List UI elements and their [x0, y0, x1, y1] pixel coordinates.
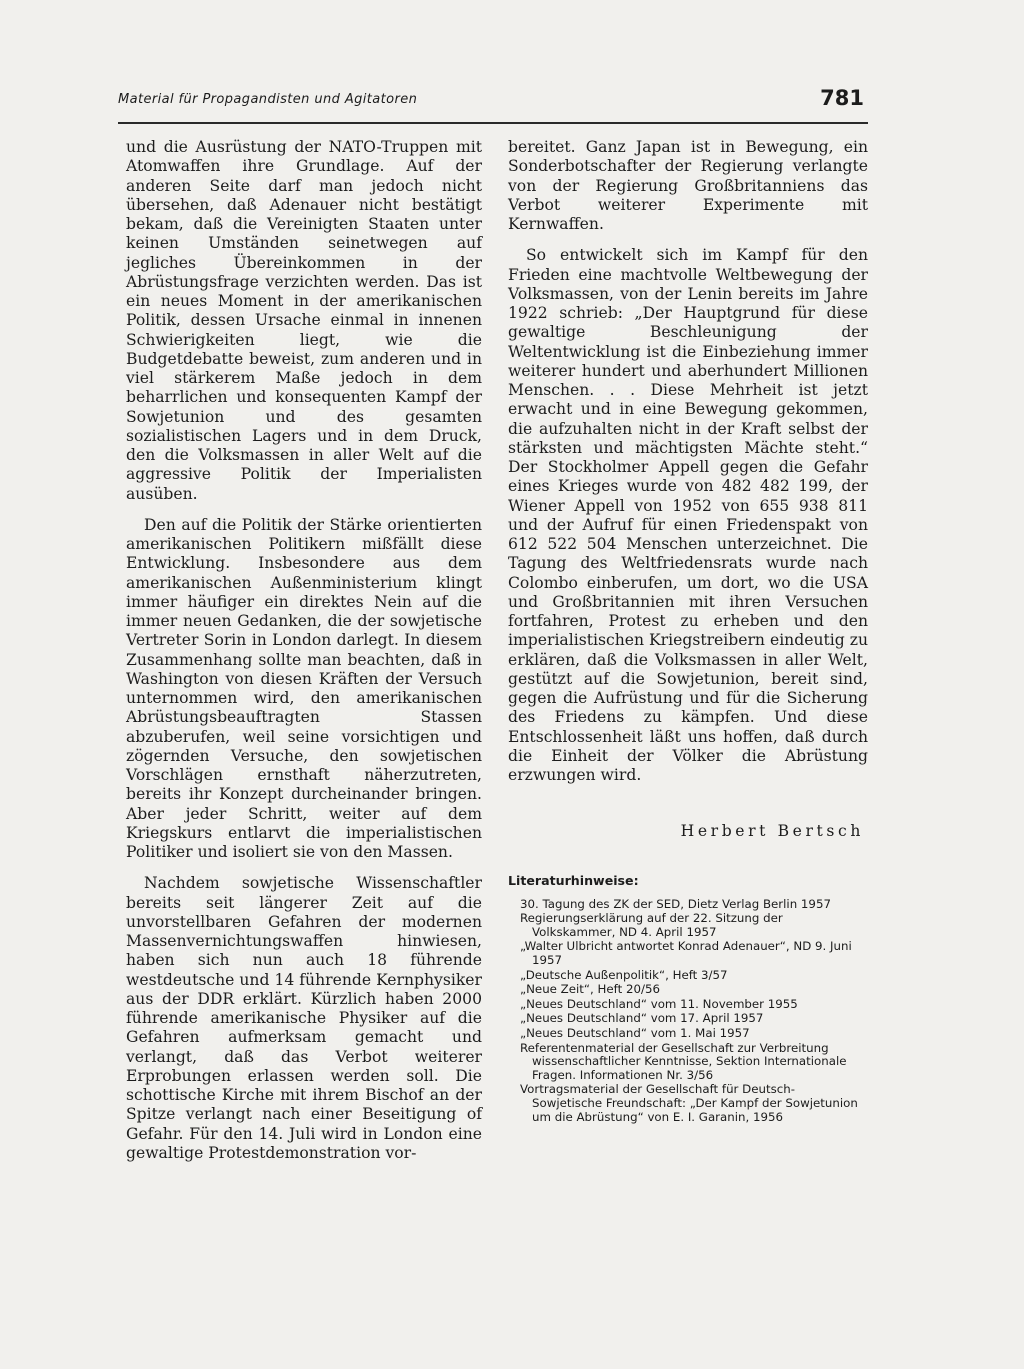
- reference-item: Regierungserklärung auf der 22. Sitzung der Volkskammer, ND 4. April 1957: [520, 911, 783, 939]
- right-paragraph-2: So entwickelt sich im Kampf für den Frieden eine machtvolle Weltbewegung der Volksmassen, von der Lenin bereits im Jahre 1922 schrieb: „Der Hauptgrund für diese gewaltige Beschleunigung der Weltentwicklung ist die Einbeziehung immer weiterer hundert und aberhundert Millionen Menschen. . . Diese Mehrheit ist jetzt erwacht und in eine Bewegung gekommen, die aufzuhalten nicht in der Kraft selbst der stärksten und mächtigsten Mächte steht.“ Der Stockholmer Appell gegen die Gefahr eines Krieges wurde von 482 482 199, der Wiener Appell von 1952 von 655 938 811 und der Aufruf für einen Friedenspakt von 612 522 504 Menschen unterzeichnet. Die Tagung des Weltfriedensrats wurde nach Colombo einberufen, um dort, wo die USA und Großbritannien mit ihren Versuchen fortfahren, Protest zu erheben und den imperialistischen Kriegstreibern eindeutig zu erklären, daß die Volksmassen in aller Welt, gestützt auf die Sowjetunion, bereit sind, gegen die Aufrüstung und für die Sicherung des Friedens zu kämpfen. Und diese Entschlossenheit läßt uns hoffen, daß durch die Einheit der Völker die Abrüstung erzwungen wird.: [508, 246, 868, 784]
- reference-item: Vortragsmaterial der Gesellschaft für Deutsch-Sowjetische Freundschaft: „Der Kampf der Sowjetunion um die Abrüstung“ von E. I. Garanin, 1956: [520, 1082, 858, 1124]
- header-rule: [118, 122, 868, 124]
- reference-item: Referentenmaterial der Gesellschaft zur Verbreitung wissenschaftlicher Kenntnisse, Sektion Internationale Fragen. Informationen Nr. 3/56: [520, 1040, 847, 1082]
- right-column: [508, 138, 868, 785]
- reference-item: „Neue Zeit“, Heft 20/56: [520, 982, 660, 997]
- right-paragraph-1: bereitet. Ganz Japan ist in Bewegung, ein Sonderbotschafter der Regierung verlangte von der Regierung Großbritanniens das Verbot weiterer Experimente mit Kernwaffen.: [508, 138, 868, 233]
- references-section: [508, 874, 864, 1125]
- left-paragraph-1: und die Ausrüstung der NATO-Truppen mit Atomwaffen ihre Grundlage. Auf der anderen Seite darf man jedoch nicht übersehen, daß Adenauer nicht bestätigt bekam, daß die Vereinigten Staaten unter keinen Umständen seinetwegen auf jegliches Übereinkommen in der Abrüstungsfrage verzichten werden. Das ist ein neues Moment in der amerikanischen Politik, dessen Ursache einmal in innenen Schwierigkeiten liegt, wie die Budgetdebatte beweist, zum anderen und in viel stärkerem Maße jedoch in dem beharrlichen und konsequenten Kampf der Sowjetunion und des gesamten sozialistischen Lagers und in dem Druck, den die Volksmassen in aller Welt auf die aggressive Politik der Imperialisten ausüben.: [126, 138, 482, 503]
- reference-item: „Neues Deutschland“ vom 17. April 1957: [520, 1011, 764, 1026]
- left-column: [126, 138, 482, 1163]
- page-number: 781: [820, 86, 864, 110]
- page-header: [118, 86, 868, 116]
- running-head: Material für Propagandisten und Agitatoren: [118, 92, 418, 107]
- author-signature: Herbert Bertsch: [680, 822, 864, 840]
- references-list: [508, 898, 864, 1125]
- reference-item: „Neues Deutschland“ vom 1. Mai 1957: [520, 1025, 750, 1040]
- reference-item: 30. Tagung des ZK der SED, Dietz Verlag Berlin 1957: [520, 896, 831, 911]
- left-paragraph-3: Nachdem sowjetische Wissenschaftler bereits seit längerer Zeit auf die unvorstellbaren Gefahren der modernen Massenvernichtungswaffen hinwiesen, haben sich nun auch 18 führende westdeutsche und 14 führende Kernphysiker aus der DDR erklärt. Kürzlich haben 2000 führende amerikanische Physiker auf die Gefahren aufmerksam gemacht und verlangt, daß das Verbot weiterer Erprobungen erlassen werden soll. Die schottische Kirche mit ihrem Bischof an der Spitze verlangt nach einer Beseitigung of Gefahr. Für den 14. Juli wird in London eine gewaltige Protestdemonstration vor-: [126, 874, 482, 1162]
- reference-item: „Deutsche Außenpolitik“, Heft 3/57: [520, 967, 728, 982]
- left-paragraph-2: Den auf die Politik der Stärke orientierten amerikanischen Politikern mißfällt diese Entwicklung. Insbesondere aus dem amerikanischen Außenministerium klingt immer häufiger ein direktes Nein auf die immer neuen Gedanken, die der sowjetische Vertreter Sorin in London darlegt. In diesem Zusammenhang sollte man beachten, daß in Washington von diesen Kräften der Versuch unternommen wird, den amerikanischen Abrüstungsbeauftragten Stassen abzuberufen, weil seine vorsichtigen und zögernden Versuche, den sowjetischen Vorschlägen ernsthaft näherzutreten, bereits ihr Konzept durcheinander bringen. Aber jeder Schritt, weiter auf dem Kriegskurs entlarvt die imperialistischen Politiker und isoliert sie von den Massen.: [126, 515, 482, 861]
- references-title: Literaturhinweise:: [508, 873, 639, 888]
- reference-item: „Walter Ulbricht antwortet Konrad Adenauer“, ND 9. Juni 1957: [520, 939, 852, 967]
- reference-item: „Neues Deutschland“ vom 11. November 1955: [520, 996, 798, 1011]
